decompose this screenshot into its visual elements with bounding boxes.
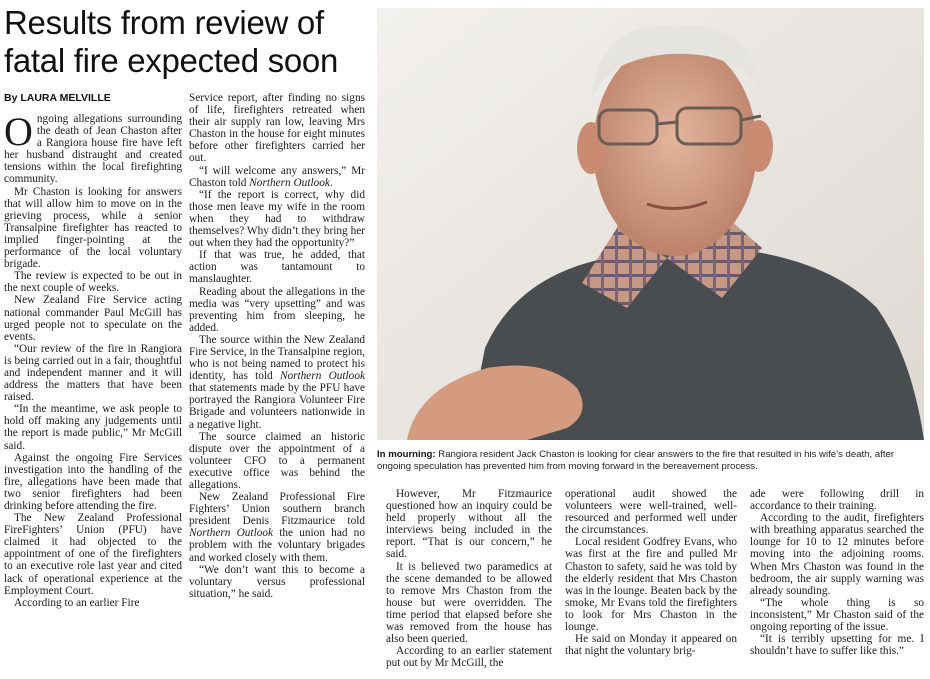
paragraph: The review is expected to be out in the next couple of weeks. [4,270,182,295]
paragraph: According to the audit, firefighters with breathing apparatus searched the lounge for 10 to 12 minutes before moving into the adjoining rooms. When Mrs Chaston was found in the bedroom, the air supply warning was already sounding. [750,512,924,597]
paragraph: According to an earlier statement put out by Mr McGill, the [386,645,552,670]
paragraph: “I will welcome any answers,” Mr Chaston told Northern Outlook. [189,164,365,189]
paragraph: Against the ongoing Fire Services investigation into the handling of the fire, allegations have been made that two senior firefighters had been drinking before attending the fire. [4,451,182,512]
publication-name: Northern Outlook [189,527,274,540]
byline: By LAURA MELVILLE [4,92,111,104]
paragraph: Mr Chaston is looking for answers that will allow him to move on in the grieving process, while a senior Transalpine firefighter has reacted to implied finger-pointing at the performance of the local voluntary brigade. [4,185,182,271]
paragraph: Reading about the allegations in the media was “very upsetting” and was preventing him from sleeping, he added. [189,285,365,334]
paragraph: operational audit showed the volunteers were well-trained, well-resourced and performed well under the circumstances. [565,488,737,537]
article-column-3 [386,488,552,679]
paragraph: According to an earlier Fire [14,596,140,609]
paragraph: New Zealand Fire Service acting national commander Paul McGill has urged people not to speculate on the events. [4,294,182,343]
paragraph: “Our review of the fire in Rangiora is being carried out in a fair, thoughtful and independent manner and it will address the matters that have been raised. [4,342,182,404]
article-column-4 [565,488,737,679]
paragraph: The source claimed an historic dispute over the appointment of a volunteer CFO to a permanent executive office was behind the allegations. [189,430,365,491]
paragraph: The source within the New Zealand Fire Service, in the Transalpine region, who is not being named to protect his identity, has told Northern Outlook that statements made by the PFU have portrayed the Rangiora Volunteer Fire Brigade and volunteers nationwide in a negative light. [189,333,365,431]
caption-lead: In mourning: [377,449,436,460]
paragraph: ade were following drill in accordance to their training. [750,488,924,513]
paragraph: “It is terribly upsetting for me. I shouldn’t have to suffer like this.” [750,633,924,658]
headline: Results from review of fatal fire expected soon [4,4,339,79]
publication-name: Northern Outlook [249,176,330,189]
publication-name: Northern Outlook [279,370,365,383]
paragraph: The New Zealand Professional FireFighters’ Union (PFU) have claimed it had objected to the appointment of one of the firefighters to an executive role last year and cited lack of operational experience at the Employment Court. [4,512,182,597]
paragraph: If that was true, he added, that action was tantamount to manslaughter. [189,249,365,286]
photo-jack-chaston [377,8,924,440]
paragraph: “The whole thing is so inconsistent,” Mr Chaston said of the ongoing reporting of the issue. [750,596,924,634]
photo-caption [377,449,924,473]
paragraph: He said on Monday it appeared on that night the voluntary brig- [565,633,737,658]
paragraph: “If the report is correct, why did those men leave my wife in the room when they had to withdraw themselves? Why didn’t they bring her out when they had the opportunity?” [189,188,365,250]
article-column-5 [750,488,924,679]
article-column-2 [189,92,365,679]
paragraph: New Zealand Professional Fire Fighters’ Union southern branch president Denis Fitzmaurice told Northern Outlook the union had no problem with the voluntary brigades and worked closely with them. [189,491,365,564]
portrait-illustration [377,8,924,440]
paragraph: Ongoing allegations surrounding the death of Jean Chaston after a Rangiora house fire have left her husband distraught and created tensions within the local firefighting community. [4,113,182,186]
caption-text: Rangiora resident Jack Chaston is looking for clear answers to the fire that resulted in his wife’s death, after ongoing speculation has prevented him from moving forward in the bereavement process. [377,449,895,472]
drop-cap: O [4,113,33,154]
paragraph: “We don’t want this to become a voluntary versus professional situation,” he said. [189,563,365,600]
paragraph: However, Mr Fitzmaurice questioned how an inquiry could be held properly without all the interviews being included in the report. “That is our concern,” he said. [386,488,552,561]
article-column-1 [4,113,182,679]
paragraph: Local resident Godfrey Evans, who was first at the fire and pulled Mr Chaston to safety, said he was told by the elderly resident that Mrs Chaston was in the lounge. Beaten back by the smoke, Mr Evans told the firefighters to look for Mrs Chaston in the lounge. [565,536,737,634]
paragraph: “In the meantime, we ask people to hold off making any judgements until the report is made public,” Mr McGill said. [4,403,182,452]
paragraph: Service report, after finding no signs of life, firefighters retreated when their air supply ran low, leaving Mrs Chaston in the house for eight minutes before other firefighters carried her out. [189,92,365,165]
paragraph: It is believed two paramedics at the scene demanded to be allowed to remove Mrs Chaston from the house but were overridden. The time period that elapsed before she was removed from the house has also been queried. [386,560,552,646]
